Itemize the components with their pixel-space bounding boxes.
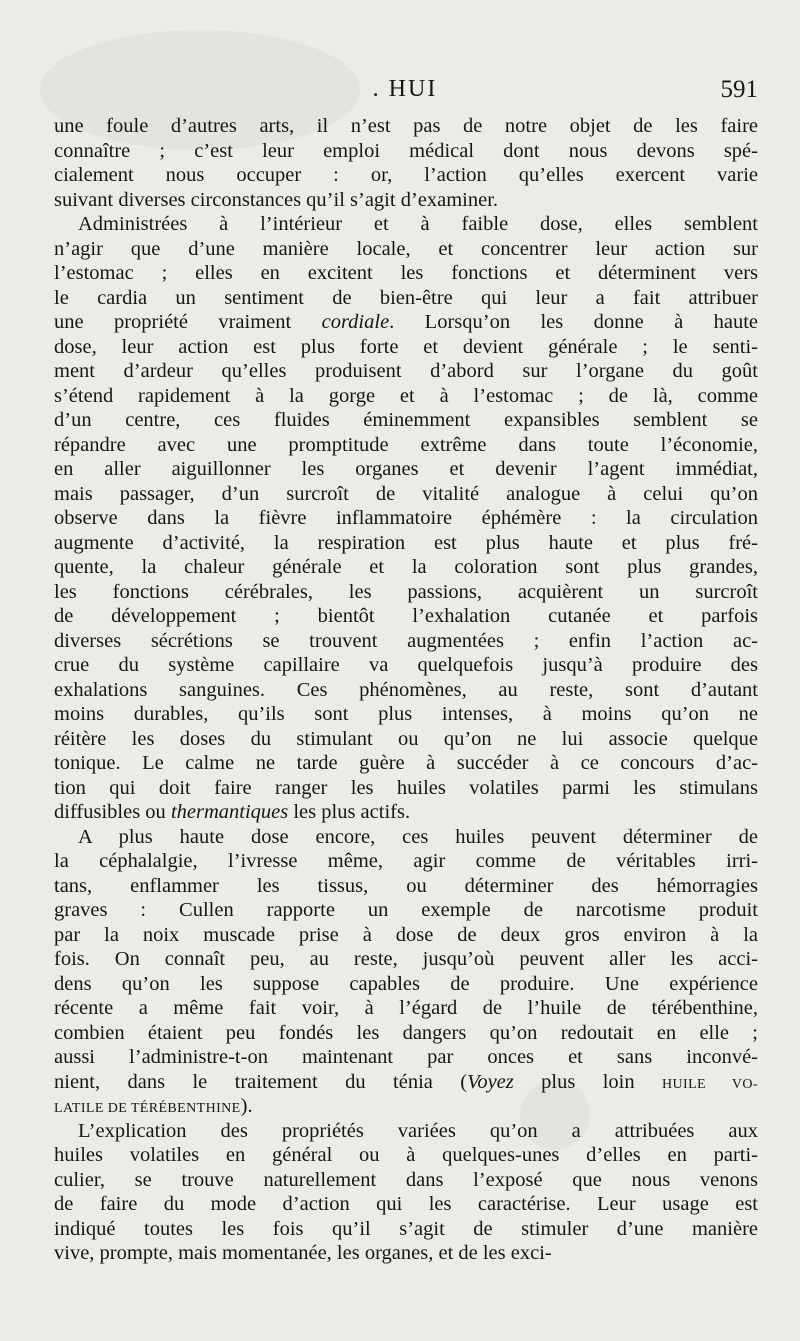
text-line	[54, 751, 758, 776]
text-run: nient, dans le traitement du ténia (	[54, 1070, 468, 1093]
text-run: diverses sécrétions se trouvent augmentées ; enfin l’action ac-	[54, 629, 758, 652]
text-run: A plus haute dose encore, ces huiles peuvent déterminer de	[78, 825, 758, 848]
text-run: en aller aiguillonner les organes et devenir l’agent immédiat,	[54, 458, 758, 480]
text-run: aussi l’administre-t-on maintenant par onces et sans inconvé-	[54, 1046, 758, 1068]
text-run: augmente d’activité, la respiration est plus haute et plus fré-	[54, 531, 758, 554]
text-run: d’un centre, ces fluides éminemment expansibles semblent se	[54, 409, 758, 431]
text-run: les fonctions cérébrales, les passions, acquièrent un surcroît	[54, 580, 758, 603]
text-line	[54, 1168, 758, 1193]
text-run: de développement ; bientôt l’exhalation cutanée et parfois	[54, 605, 758, 627]
text-line	[54, 776, 758, 801]
text-line	[54, 163, 758, 188]
text-run: ).	[240, 1095, 253, 1117]
text-line	[54, 555, 758, 580]
text-line	[54, 849, 758, 874]
text-line	[54, 506, 758, 531]
text-line	[54, 359, 758, 384]
text-line	[54, 996, 758, 1021]
text-line	[54, 972, 758, 997]
paragraph	[54, 212, 758, 825]
text-line	[54, 1070, 758, 1095]
text-run: indiqué toutes les fois qu’il s’agit de stimuler d’une manière	[54, 1217, 758, 1240]
text-run: le cardia un sentiment de bien-être qui leur a fait attribuer	[54, 286, 758, 309]
text-run: s’étend rapidement à la gorge et à l’estomac ; de là, comme	[54, 384, 758, 407]
text-run: Administrées à l’intérieur et à faible dose, elles semblent	[78, 213, 758, 235]
text-run: L’explication des propriétés variées qu’on a attribuées aux	[78, 1119, 758, 1142]
page-number: 591	[720, 76, 758, 103]
text-line	[54, 653, 758, 678]
text-line	[54, 408, 758, 433]
text-run: huiles volatiles en général ou à quelques-unes d’elles en parti-	[54, 1144, 758, 1166]
text-run: graves : Cullen rapporte un exemple de narcotisme produit	[54, 899, 758, 921]
text-run: diffusibles ou	[54, 801, 171, 823]
italic-text: thermantiques	[170, 801, 289, 823]
text-run: par la noix muscade prise à dose de deux gros environ à la	[54, 923, 758, 946]
text-run: quente, la chaleur générale et la coloration sont plus grandes,	[54, 556, 758, 578]
text-run: de faire du mode d’action qui les caractérise. Leur usage est	[54, 1193, 758, 1215]
text-run: fois. On connaît peu, au reste, jusqu’où peuvent aller les acci-	[54, 948, 758, 970]
text-line	[54, 212, 758, 237]
text-line	[54, 580, 758, 605]
text-run: répandre avec une promptitude extrême dans toute l’économie,	[54, 433, 758, 456]
text-line	[54, 604, 758, 629]
text-line	[54, 678, 758, 703]
text-line	[54, 139, 758, 164]
text-run: culier, se trouve naturellement dans l’exposé que nous venons	[54, 1168, 758, 1191]
text-line	[54, 482, 758, 507]
text-run: la céphalalgie, l’ivresse même, agir comme de véritables irri-	[54, 850, 758, 872]
text-line	[54, 114, 758, 139]
text-line	[54, 433, 758, 458]
text-line	[54, 531, 758, 556]
small-caps-text: LATILE DE TÉRÉBENTHINE	[54, 1101, 241, 1116]
text-line	[54, 923, 758, 948]
text-run: moins durables, qu’ils sont plus intenses, à moins qu’on ne	[54, 703, 758, 725]
text-line	[54, 947, 758, 972]
text-run: mais passager, d’un surcroît de vitalité analogue à celui qu’on	[54, 482, 758, 505]
text-run: exhalations sanguines. Ces phénomènes, au reste, sont d’autant	[54, 678, 758, 701]
text-line	[54, 702, 758, 727]
paragraph	[54, 114, 758, 212]
text-line	[54, 874, 758, 899]
paragraph	[54, 1119, 758, 1266]
text-line	[54, 1045, 758, 1070]
text-run: dose, leur action est plus forte et devient générale ; le senti-	[54, 335, 758, 358]
text-line	[54, 188, 758, 213]
text-run: crue du système capillaire va quelquefois jusqu’à produire des	[54, 654, 758, 676]
text-run: connaître ; c’est leur emploi médical dont nous devons spé-	[54, 139, 758, 162]
text-line	[54, 335, 758, 360]
text-run: réitère les doses du stimulant ou qu’on ne lui associe quelque	[54, 727, 758, 750]
text-line	[54, 237, 758, 262]
text-line	[54, 310, 758, 335]
italic-text: cordiale	[321, 311, 390, 333]
text-line	[54, 384, 758, 409]
text-run: tion qui doit faire ranger les huiles volatiles parmi les stimulans	[54, 776, 758, 799]
text-run: vive, prompte, mais momentanée, les organes, et de les exci-	[54, 1242, 552, 1264]
small-caps-text: HUILE VO-	[662, 1076, 758, 1092]
text-line	[54, 1192, 758, 1217]
text-run: . Lorsqu’on les donne à haute	[389, 311, 758, 333]
running-head: . HUI	[372, 76, 438, 102]
italic-text: Voyez	[467, 1070, 514, 1093]
text-line	[54, 1217, 758, 1242]
text-run: dens qu’on les suppose capables de produire. Une expérience	[54, 972, 758, 995]
text-line	[54, 1143, 758, 1168]
text-run: cialement nous occuper : or, l’action qu’elles exercent varie	[54, 164, 758, 186]
text-line	[54, 1119, 758, 1144]
text-line	[54, 800, 758, 825]
body-text	[54, 114, 758, 1266]
text-line	[54, 1021, 758, 1046]
text-run: une foule d’autres arts, il n’est pas de notre objet de les faire	[54, 115, 758, 137]
text-run: observe dans la fièvre inflammatoire éphémère : la circulation	[54, 507, 758, 529]
text-line	[54, 1094, 758, 1119]
text-line	[54, 1241, 758, 1266]
text-run: suivant diverses circonstances qu’il s’agit d’examiner.	[54, 188, 499, 211]
text-run: les plus actifs.	[288, 801, 411, 823]
text-run: une propriété vraiment	[54, 311, 322, 333]
text-line	[54, 825, 758, 850]
page-header	[52, 76, 758, 108]
text-run: tonique. Le calme ne tarde guère à succéder à ce concours d’ac-	[54, 752, 758, 774]
text-run: plus loin	[513, 1070, 662, 1093]
text-line	[54, 286, 758, 311]
text-run: n’agir que d’une manière locale, et concentrer leur action sur	[54, 237, 758, 260]
text-run: combien étaient peu fondés les dangers qu’on redoutait en elle ;	[54, 1021, 758, 1044]
text-run: l’estomac ; elles en excitent les fonctions et déterminent vers	[54, 262, 758, 284]
text-line	[54, 898, 758, 923]
text-line	[54, 727, 758, 752]
text-line	[54, 457, 758, 482]
text-line	[54, 629, 758, 654]
text-run: ment d’ardeur qu’elles produisent d’abord sur l’organe du goût	[54, 360, 758, 382]
paragraph	[54, 825, 758, 1119]
text-line	[54, 261, 758, 286]
text-run: récente a même fait voir, à l’égard de l’huile de térébenthine,	[54, 997, 758, 1019]
text-run: tans, enflammer les tissus, ou déterminer des hémorragies	[54, 874, 758, 897]
